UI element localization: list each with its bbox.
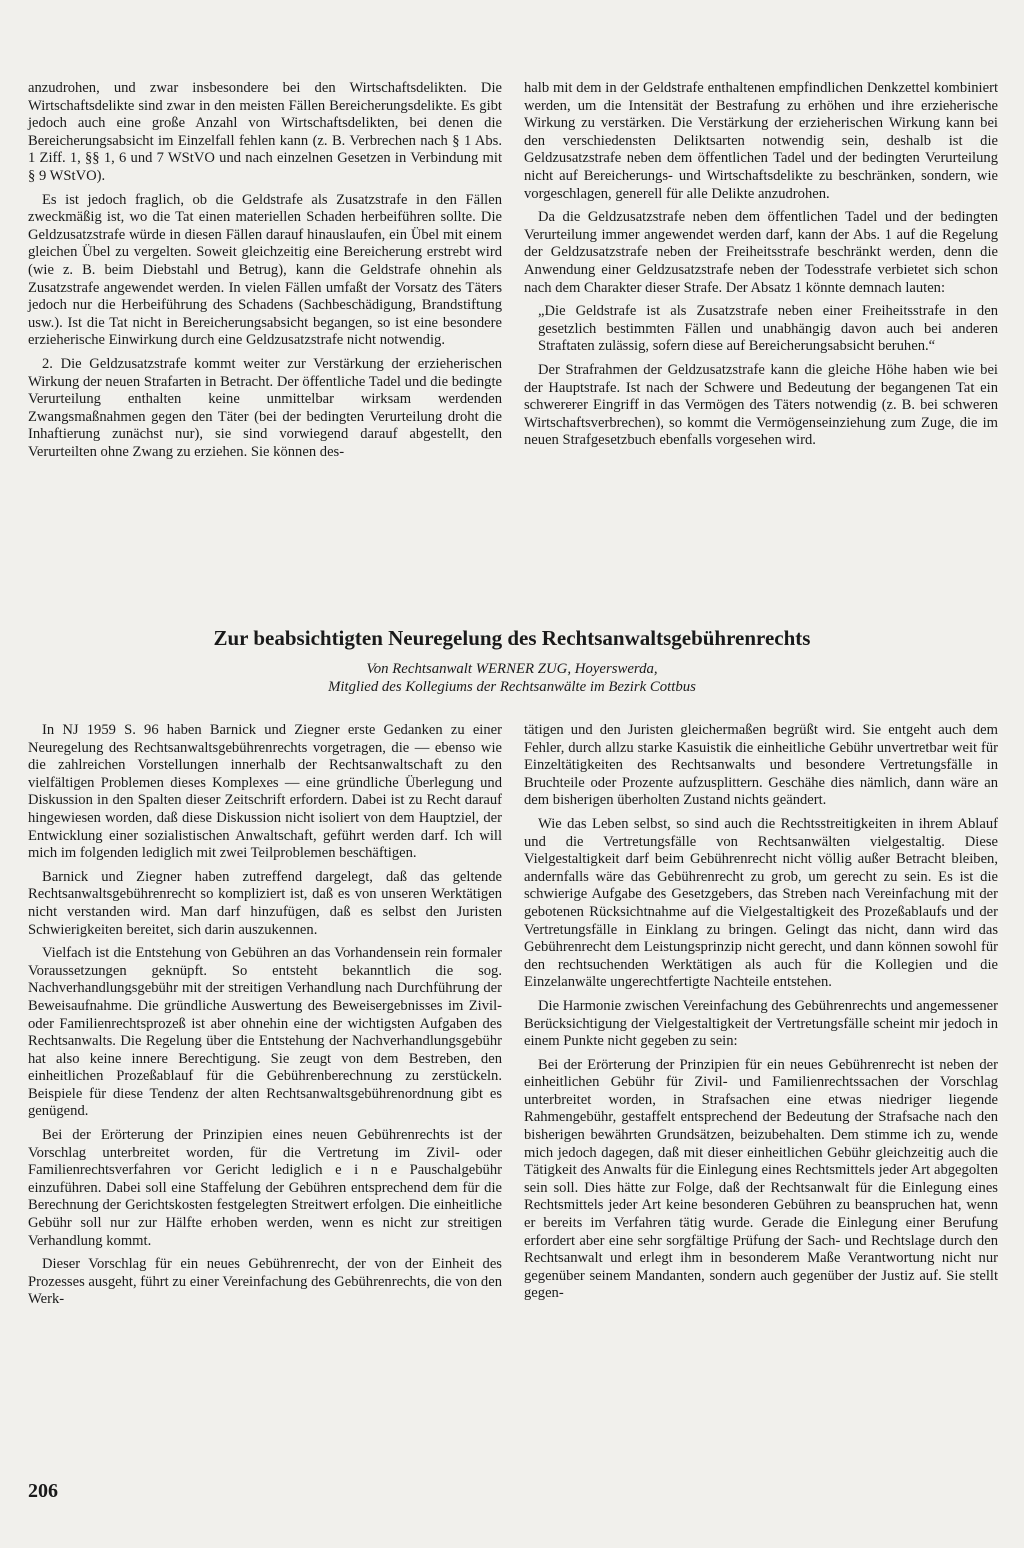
paragraph: Die Harmonie zwischen Vereinfachung des Gebührenrechts und angemessener Berücksichtigung der Vielgestaltigkeit der Vertretungsfälle scheint mir jedoch in einem Punkte nicht gegeben zu sein: [524, 997, 998, 1050]
paragraph: anzudrohen, und zwar insbesondere bei den Wirtschaftsdelikten. Die Wirtschaftsdelikte sind zwar in den meisten Fällen Bereicherungsdelikte. Es gibt jedoch auch eine große Anzahl von Wirtschaftsdelikten, bei denen die Bereicherungsabsicht im Einzelfall fehlen kann (z. B. Verbrechen nach § 1 Abs. 1 Ziff. 1, §§ 1, 6 und 7 WStVO und nach einzelnen Gesetzen in Verbindung mit § 9 WStVO). [28, 80, 502, 184]
paragraph: Wie das Leben selbst, so sind auch die Rechtsstreitigkeiten in ihrem Ablauf und die Vertretungsfälle von Rechtsanwälten vielgestaltig. Diese Vielgestaltigkeit darf beim Gebührenrecht nicht völlig außer Betracht bleiben, andernfalls wäre das Gebührenrecht zu grob, um gerecht zu sein. Es ist die schwierige Aufgabe des Gesetzgebers, das Streben nach Vereinfachung mit der gebotenen Rücksichtnahme auf die Vielgestaltigkeit des Prozeßablaufs und der Vertretungsfälle in Einklang zu bringen. Gelingt das nicht, dann wird das Gebührenrecht dem Leistungsprinzip nicht gerecht, und dann können sowohl für den rechtsuchenden Werktätigen als auch für die Kollegien und die Einzelanwälte ungerechtfertigte Nachteile entstehen. [524, 815, 998, 991]
paragraph: Bei der Erörterung der Prinzipien eines neuen Gebührenrechts ist der Vorschlag unterbreitet worden, für die Vertretung im Zivil- oder Familienrechtsverfahren vor Gericht lediglich e i n e Pauschalgebühr einzuführen. Dabei soll eine Staffelung der Gebühren entsprechend dem für die Berechnung der Gerichtskosten festgelegten Streitwert erfolgen. Die einheitliche Gebühr soll nur zur Hälfte erhoben werden, wenn es nicht zur streitigen Verhandlung kommt. [28, 1127, 502, 1249]
bottom-left-column [28, 722, 502, 1315]
bottom-right-column [524, 722, 998, 1309]
page-number: 206 [28, 1480, 58, 1502]
paragraph: Vielfach ist die Entstehung von Gebühren an das Vorhandensein rein formaler Voraussetzungen geknüpft. So entsteht bekanntlich die sog. Nachverhandlungsgebühr mit der streitigen Verhandlung nach Durchführung der Beweisaufnahme. Die gründliche Auswertung des Beweisergebnisses im Zivil- oder Familienrechtsprozeß ist aber ohnehin eine der wichtigsten Aufgaben des Rechtsanwalts. Die Regelung über die Entstehung der Nachverhandlungsgebühr hat also keine innere Berechtigung. Sie zeugt von dem Bestreben, den einheitlichen Prozeßablauf für die Gebührenberechnung zu zerstückeln. Beispiele für diese Tendenz der alten Rechtsanwaltsgebührenordnung gibt es genügend. [28, 945, 502, 1120]
paragraph: Barnick und Ziegner haben zutreffend dargelegt, daß das geltende Rechtsanwaltsgebührenrecht so kompliziert ist, daß es von unseren Werktätigen nicht verstanden wird. Man darf hinzufügen, daß es selbst den Juristen Schwierigkeiten bereitet, sich darin auszukennen. [28, 868, 502, 938]
paragraph: Dieser Vorschlag für ein neues Gebührenrecht, der von der Einheit des Prozesses ausgeht, führt zu einer Vereinfachung des Gebührenrechts, die von den Werk- [28, 1256, 502, 1308]
paragraph: 2. Die Geldzusatzstrafe kommt weiter zur Verstärkung der erzieherischen Wirkung der neuen Strafarten in Betracht. Der öffentliche Tadel und die bedingte Verurteilung enthalten keine unmittelbar wirksam werdenden Zwangsmaßnahmen gegen den Täter (bei der bedingten Verurteilung droht die Inhaftierung zunächst nur), sie sind vorwiegend darauf abgestellt, den Verurteilten ohne Zwang zu erziehen. Sie können des- [28, 355, 502, 460]
top-left-column [28, 80, 502, 467]
paragraph: halb mit dem in der Geldstrafe enthaltenen empfindlichen Denkzettel kombiniert werden, um die Intensität der Bestrafung zu erhöhen und ihre erzieherische Wirkung zu verstärken. Die Verstärkung der erzieherischen Wirkung kann bei den verschiedensten Deliktsarten notwendig sein, deshalb ist die Geldzusatzstrafe neben dem öffentlichen Tadel und der bedingten Verurteilung nicht auf Bereicherungs- und Wirtschaftsdelikte zu beschränken, sondern, wie vorgeschlagen, generell für alle Delikte anzudrohen. [524, 80, 998, 202]
byline-affiliation: Mitglied des Kollegiums der Rechtsanwälte im Bezirk Cottbus [328, 679, 696, 695]
paragraph: tätigen und den Juristen gleichermaßen begrüßt wird. Sie entgeht auch dem Fehler, durch allzu starke Kasuistik die einheitliche Gebühr unvertretbar weit für Einzeltätigkeiten des Rechtsanwalts und besondere Vertretungsfälle in Bruchteile oder Prozente aufzusplittern. Geschähe dies nämlich, dann wäre an dem bisherigen überholten Zustand nichts geändert. [524, 722, 998, 809]
paragraph: Bei der Erörterung der Prinzipien für ein neues Gebührenrecht ist neben der einheitlichen Gebühr für Zivil- und Familienrechtssachen der Vorschlag unterbreitet worden, in Strafsachen eine etwas niedriger liegende Rahmengebühr, gestaffelt entsprechend der Bedeutung der Strafsache nach den bisherigen bewährten Grundsätzen, beizubehalten. Dem stimme ich zu, wende mich jedoch dagegen, daß mit dieser einheitlichen Gebühr gleichzeitig auch die Tätigkeit des Anwalts für die Einlegung eines Rechtsmittels jeder Art abgegolten sein soll. Dies hätte zur Folge, daß der Rechtsanwalt für die Einlegung eines Rechtsmittels jeder Art keine besonderen Gebühren zu beanspruchen hat, wenn er bereits im Verfahren tätig wurde. Gerade die Einlegung einer Berufung erfordert aber eine sehr sorgfältige Prüfung der Sach- und Rechtslage durch den Rechtsanwalt und erlegt ihm in besonderem Maße Verantwortung nicht nur gegenüber seinem Mandanten, sondern auch gegenüber der Justiz auf. Sie stellt gegen- [524, 1056, 998, 1302]
paragraph: In NJ 1959 S. 96 haben Barnick und Ziegner erste Gedanken zu einer Neuregelung des Rechtsanwaltsgebührenrechts vorgetragen, die — ebenso wie die zahlreichen Vorstellungen innerhalb der Rechtsanwaltschaft zu den vielfältigen Problemen dieses Komplexes — eine gründliche Überlegung und Diskussion in den Spalten dieser Zeitschrift erfordern. Dabei ist zu Recht darauf hingewiesen worden, daß diese Diskussion nicht isoliert von dem Hauptziel, der Entwicklung einer sozialistischen Anwaltschaft, geführt werden darf. Ich will mich im folgenden lediglich mit zwei Teilproblemen beschäftigen. [28, 722, 502, 862]
article-title: Zur beabsichtigten Neuregelung des Rechtsanwaltsgebührenrechts [213, 626, 811, 650]
byline-author: Von Rechtsanwalt WERNER ZUG, Hoyerswerda, [366, 661, 658, 677]
paragraph: Der Strafrahmen der Geldzusatzstrafe kann die gleiche Höhe haben wie bei der Hauptstrafe. Ist nach der Schwere und Bedeutung der begangenen Tat ein schwererer Eingriff in das Vermögen des Täters notwendig (z. B. bei schweren Wirtschaftsverbrechen), so kommt die Vermögenseinziehung zum Zuge, die im neuen Strafgesetzbuch ebenfalls vorgesehen wird. [524, 361, 998, 449]
quoted-paragraph: „Die Geldstrafe ist als Zusatzstrafe neben einer Freiheitsstrafe in den gesetzlich bestimmten Fällen und unabhängig davon auch bei anderen Straftaten zulässig, sofern diese auf Bereicherungsabsicht beruhen.“ [538, 303, 998, 355]
top-right-column [524, 80, 998, 456]
paragraph: Es ist jedoch fraglich, ob die Geldstrafe als Zusatzstrafe in den Fällen zweckmäßig ist, wo die Tat einen materiellen Schaden herbeiführen sollte. Die Geldzusatzstrafe würde in diesen Fällen darauf hinauslaufen, ein Übel mit einem gleichen Übel zu vergelten. Soweit gleichzeitig eine Bereicherung erstrebt wird (wie z. B. beim Diebstahl und Betrug), kann die Geldstrafe ohnehin als Zusatzstrafe angewendet werden. In vielen Fällen umfaßt der Vorsatz des Täters jedoch nur die Herbeiführung des Schadens (Sachbeschädigung, Brandstiftung usw.). Ist die Tat nicht in Bereicherungsabsicht begangen, so ist eine besondere erzieherische Einwirkung durch eine Geldzusatzstrafe nicht notwendig. [28, 191, 502, 349]
article-byline [0, 660, 1024, 696]
paragraph: Da die Geldzusatzstrafe neben dem öffentlichen Tadel und der bedingten Verurteilung immer angewendet werden darf, kann der Abs. 1 auf die Regelung der Geldzusatzstrafe neben der Freiheitsstrafe beschränkt werden, denn die Anwendung einer Geldzusatzstrafe neben der Todesstrafe verbietet sich schon nach dem Charakter dieser Strafe. Der Absatz 1 könnte demnach lauten: [524, 209, 998, 296]
